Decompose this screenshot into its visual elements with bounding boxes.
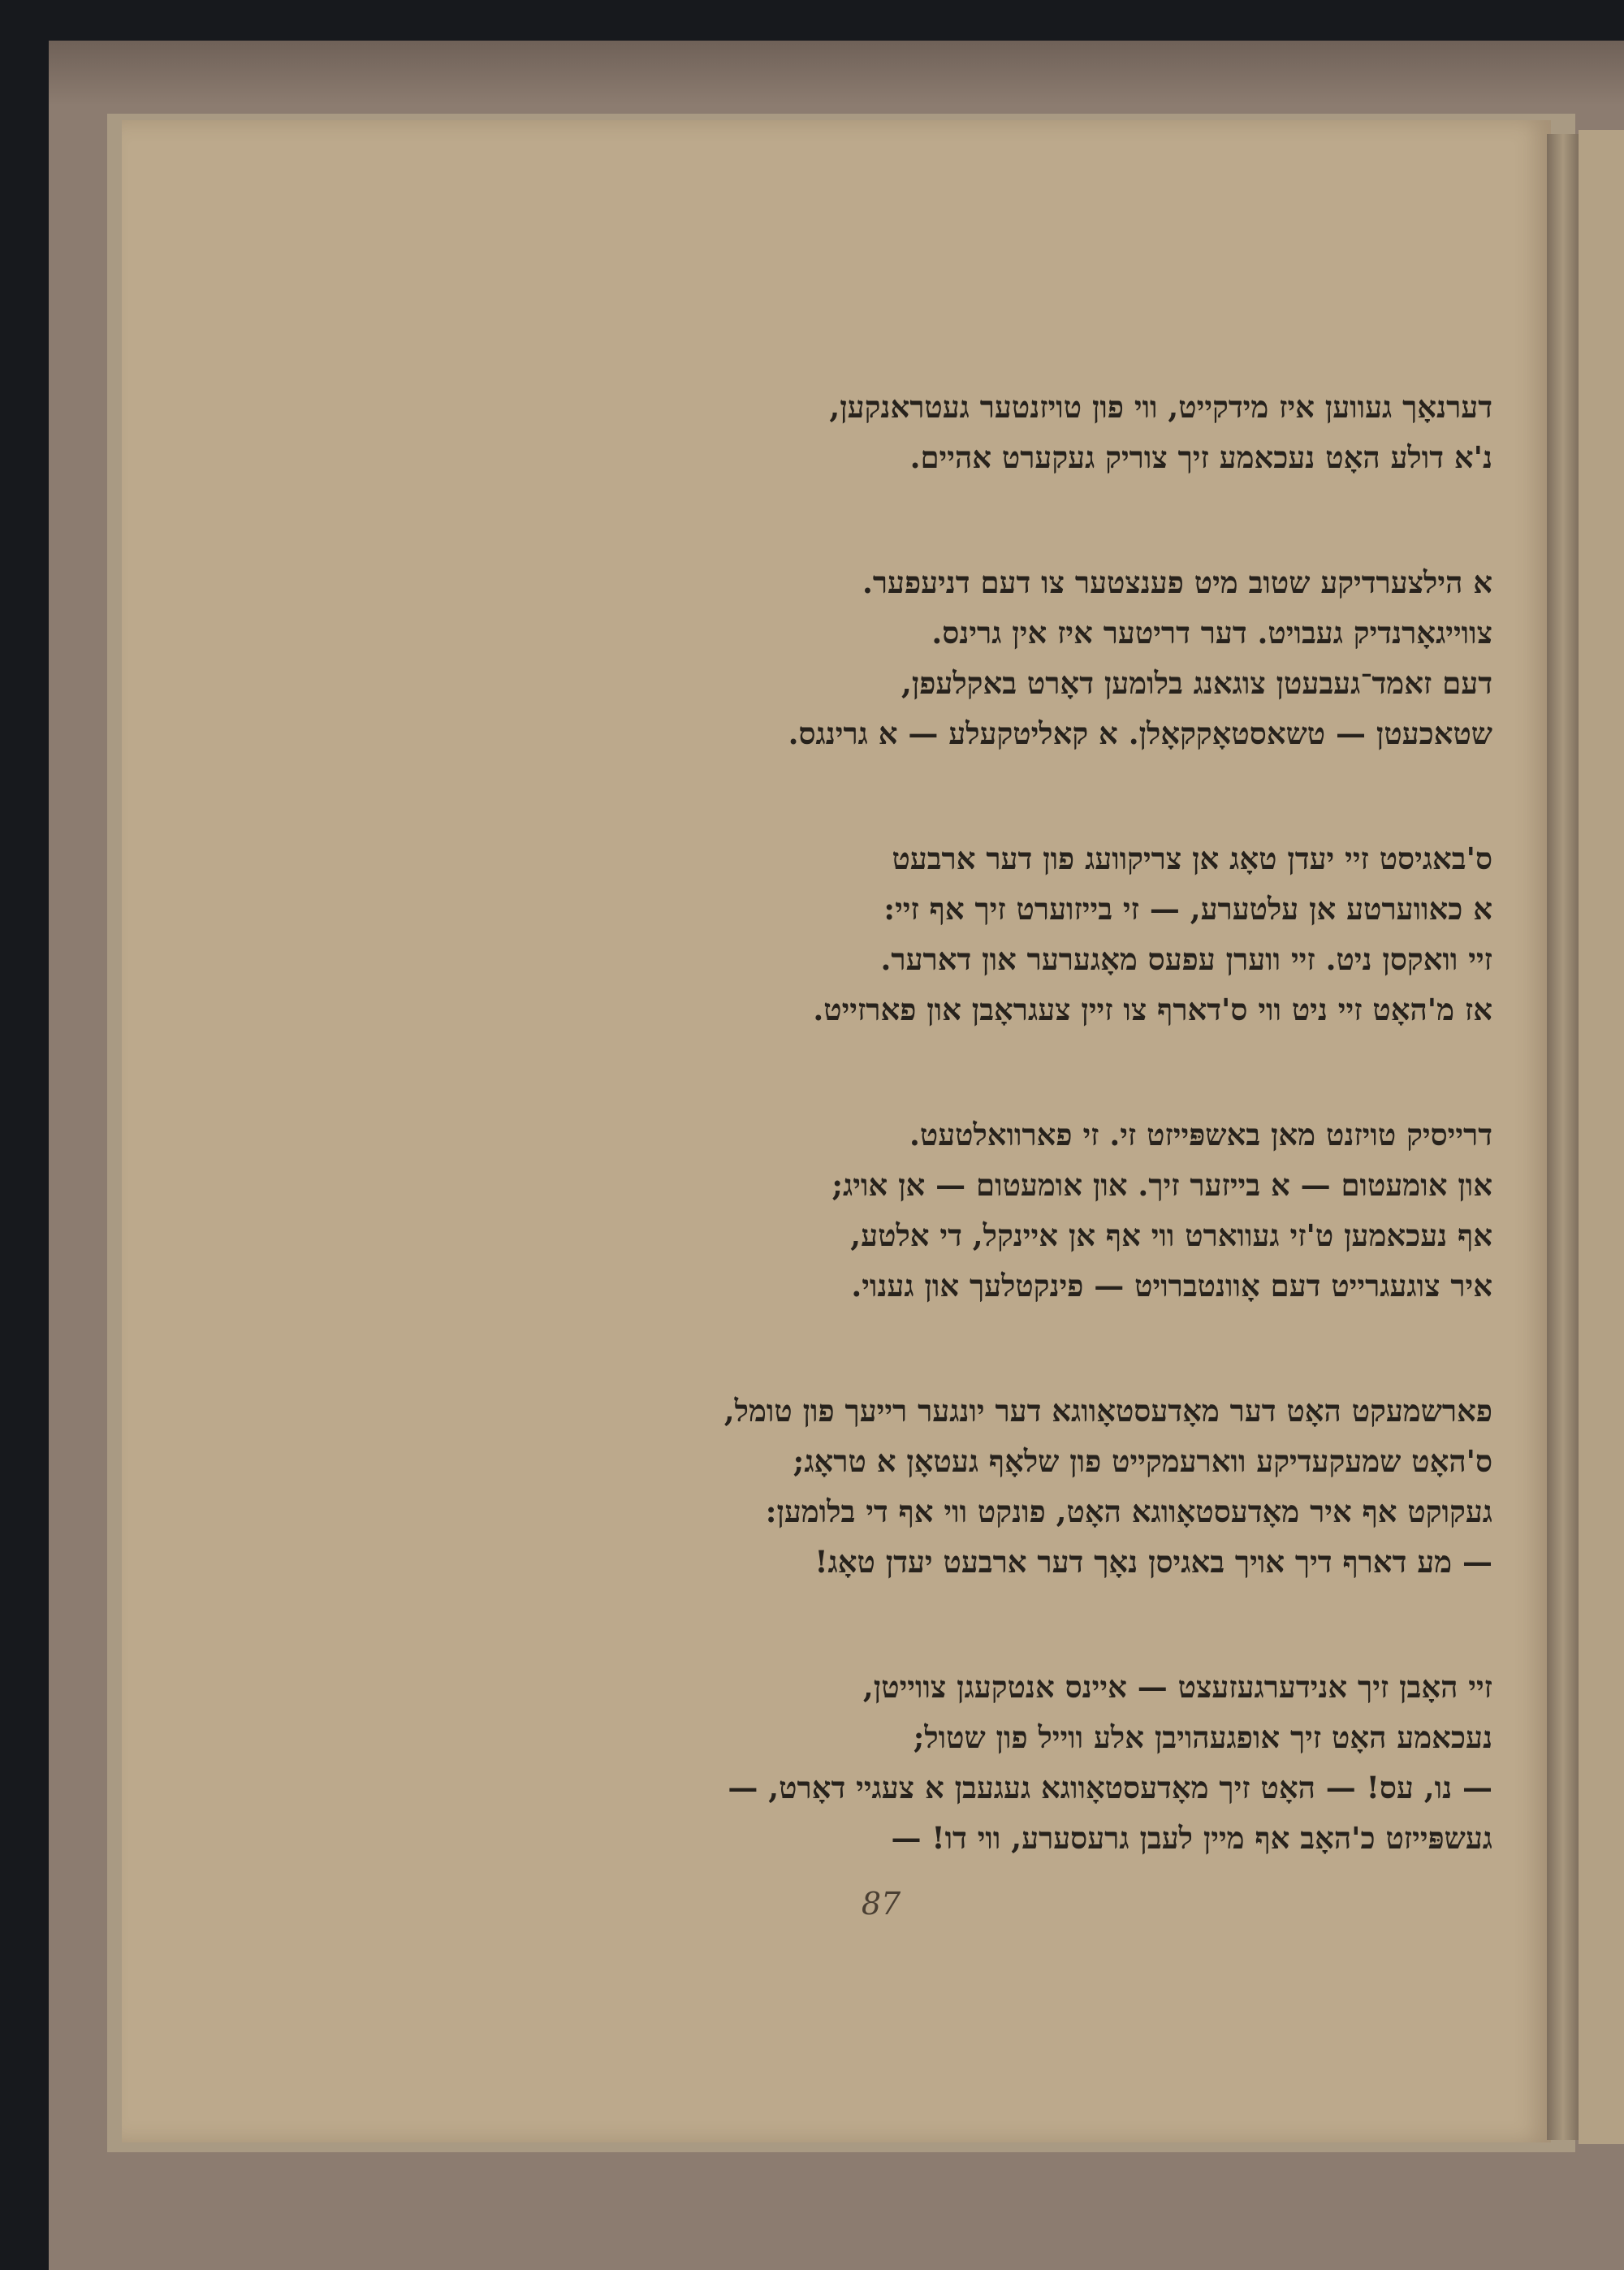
poem-line: שטאכעטן — טשאסטאָקקאָלן. א קאליטקעלע — א גרינגס. [788, 716, 1492, 751]
poem-line: דרייסיק טויזנט מאן באשפּייזט זי. זי פארוואלטעט. [909, 1117, 1492, 1152]
poem-line: זיי וואקסן ניט. זיי ווערן עפעס מאָגערער און דארער. [880, 941, 1492, 977]
poem-line: ס'האָט שמעקעדיקע ווארעמקייט פון שלאָף געטאָן א טראָג; [793, 1443, 1492, 1479]
poem-line: נ'א דולע האָט נעכאמע זיך צוריק געקערט אהיים. [909, 439, 1492, 475]
poem-line: דערנאָך געווען איז מידקייט, ווי פון טויזנטער געטראנקען, [829, 389, 1492, 425]
poem-line: — מע דארף דיך אויך באגיסן נאָך דער ארבעט יעדן טאָג! [814, 1544, 1492, 1580]
poem-line: אז מ'האָט זיי ניט ווי ס'דארף צו זיין צעגראָבן און פארזייט. [813, 992, 1492, 1027]
stanza [323, 557, 1492, 759]
poem-line: — נו, עס! — האָט זיך מאָדעסטאָווגא געגעבן א צעגיי דאָרט, — [728, 1770, 1492, 1805]
poem-line: זיי האָבן זיך אנידערגעזעצט — איינס אנטקעגן צווייטן, [862, 1669, 1492, 1705]
poem-line: דעם זאמד־געבעטן צוגאנג בלומען דאָרט באקלעפן, [901, 665, 1492, 701]
poem-line: און אומעטום — א בייזער זיך. און אומעטום — אן אויג; [831, 1167, 1492, 1203]
stanza [323, 382, 1492, 482]
poem-line: פארשמעקט האָט דער מאָדעסטאָווגא דער יונגער רייעך פון טומל, [723, 1393, 1492, 1429]
poem-line: ס'באגיסט זיי יעדן טאָג אן צריקוועג פון דער ארבעט [892, 841, 1492, 876]
cover-shadow [49, 41, 1624, 106]
poem-line: א הילצערדיקע שטוב מיט פענצטער צו דעם דניעפער. [862, 564, 1492, 600]
poem-line: געשפּייזט כ'האָב אף מיין לעבן גרעסערע, ווי דו! — [891, 1820, 1492, 1856]
stanza [323, 833, 1492, 1035]
stanza [323, 1109, 1492, 1311]
poem-line: אף נעכאמען ט'זי געווארט ווי אף אן איינקל, די אלטע, [850, 1217, 1492, 1253]
poem-text [323, 382, 1492, 1938]
page-number: 87 [861, 1886, 901, 1922]
poem-line: איר צוגעגרייט דעם אָוונטברויט — פינקטלעך און גענוי. [851, 1268, 1492, 1304]
stanza [323, 1662, 1492, 1863]
poem-line: נעכאמע האָט זיך אופגעהויבן אלע ווייל פון שטול; [913, 1719, 1492, 1755]
book-gutter [1547, 134, 1579, 2140]
facing-page-edge [1579, 130, 1624, 2144]
stanza [323, 1386, 1492, 1587]
poem-line: א כאווערטע אן עלטערע, — זי בייזוערט זיך אף זיי: [883, 891, 1492, 927]
poem-line: צווייגאָרנדיק געבויט. דער דריטער איז אין גרינס. [931, 615, 1492, 651]
poem-line: געקוקט אף איר מאָדעסטאָווגא האָט, פונקט ווי אף די בלומען: [765, 1494, 1492, 1529]
